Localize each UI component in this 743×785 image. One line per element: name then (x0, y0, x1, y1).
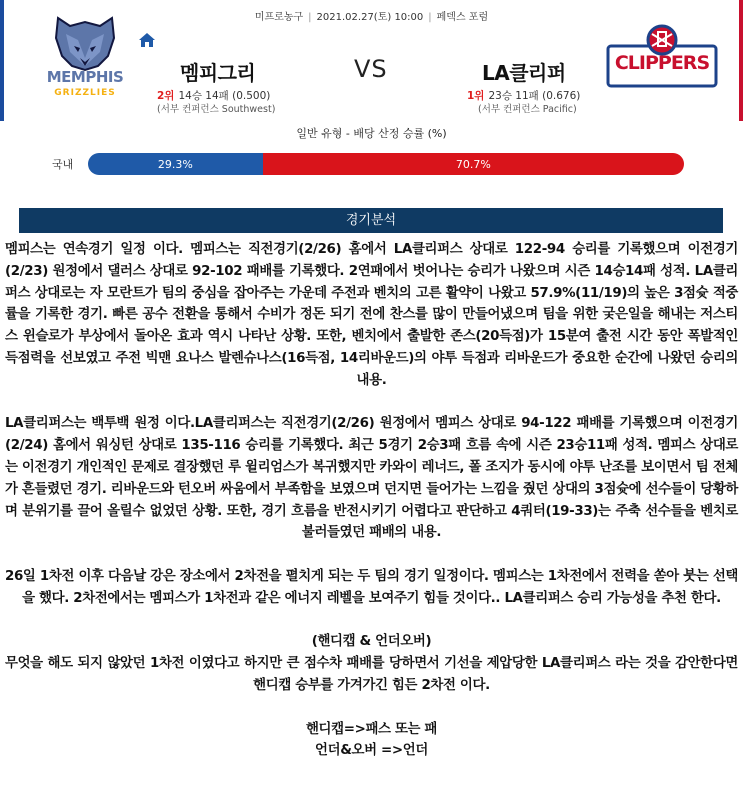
win-probability-bar (88, 153, 684, 175)
sport-label: 미프로농구 (254, 12, 304, 23)
away-probability-label: 70.7% (455, 157, 491, 171)
home-probability-segment (88, 153, 263, 175)
recommendation-paragraph: 26일 1차전 이후 다음날 강은 장소에서 2차전을 펼치게 되는 두 팀의 경기 일정이다. 멤피스는 1차전에서 전력을 쏟아 붓는 선택을 했다. 2차전에서는 멤피스가 1차전과 같은 에너지 레벨을 보여주기 힘들 것이다.. LA클리퍼스 승리 가능성을 추천 한다. (5, 568, 738, 606)
away-team-name: LA클리퍼 (482, 61, 566, 85)
memphis-grizzlies-logo (42, 12, 128, 108)
over-under-pick: 언더&오버 =>언더 (315, 743, 428, 759)
home-icon[interactable] (138, 32, 156, 48)
away-win-loss: 23승 11패 (0.676) (488, 90, 581, 102)
handicap-heading: (핸디캡 & 언더오버) (311, 634, 432, 650)
memphis-logo-subtext: GRIZZLIES (54, 88, 116, 98)
handicap-pick: 핸디캡=>패스 또는 패 (305, 721, 438, 737)
handicap-paragraph: 무엇을 해도 되지 않았던 1차전 이였다고 하지만 큰 점수차 패배를 당하면서 기선을 제압당한 LA클리퍼스 라는 것을 감안한다면 핸디캡 승부를 가겨가긴 힘든 2차전 이다. (5, 656, 738, 693)
home-team-name: 멤피그리 (180, 61, 256, 85)
away-analysis-paragraph: LA클리퍼스는 백투백 원정 이다.LA클리퍼스는 직전경기(2/26) 원정에서 멤피스 상대로 94-122 패배를 기록했으며 이전경기(2/24) 홈에서 워싱턴 상대로 135-116 승리를 기록했다. 최근 5경기 2승3패 흐름 속에 시즌 23승11패 성적. 멤피스 상대로는 이전경기 개인적인 문제로 결장했던 루 윌리엄스가 복귀했지만 카와이 레너드, 폴 조지가 동시에 야투 난조를 보이면서 팀 전체가 흔들렸던 경기. 리바운드와 턴오버 싸움에서 부족함을 보였으며 던지면 들어가는 느낌을 줬던 상대의 3점슛에 선수들이 당황하며 분위기를 끌어 올릴수 없었던 상황. 또한, 경기 흐름을 반전시키기 어렵다고 판단하고 4쿼터(19-33)는 주축 선수들을 벤치로 불러들였던 패배의 내용. (5, 416, 738, 541)
clippers-logo-wordmark: CLIPPERS (614, 52, 710, 74)
home-analysis-paragraph: 멤피스는 연속경기 일정 이다. 멤피스는 직전경기(2/26) 홈에서 LA클리퍼스 상대로 122-94 승리를 기록했으며 이전경기(2/23) 원정에서 댈러스 상대로 92-102 패배를 기록했다. 2연패에서 벗어나는 승리가 나왔으며 시즌 14승14패 성적. LA클리퍼스 상대로는 자 모란트가 팀의 중심을 잡아주는 가운데 주전과 벤치의 고른 활약이 나왔고 57.9%(11/19)의 높은 3점슛 적중률을 기록한 경기. 빠른 공수 전환을 통해서 수비가 정돈 되기 전에 찬스를 많이 만들어냈으며 팀을 위한 궂은일을 해내는 저스티스 윈슬로가 부상에서 돌아온 효과 역시 나타난 상황. 또한, 벤치에서 출발한 존스(20득점)가 15분여 출전 시간 동안 폭발적인 득점력을 선보였고 주전 빅맨 요나스 발렌슈나스(16득점, 14리바운드)의 야투 득점과 리바운드가 중요한 순간에 나왔던 승리의 내용. (5, 242, 738, 388)
la-clippers-logo (606, 22, 718, 98)
analysis-body (5, 239, 738, 762)
betting-odds-title: 일반 유형 - 배당 산정 승률 (%) (296, 127, 447, 140)
home-probability-label: 29.3% (157, 157, 193, 171)
home-rank: 2위 (157, 90, 175, 102)
away-conference: (서부 컨퍼런스 Pacific) (478, 104, 577, 115)
match-datetime: 2021.02.27(토) 10:00 (316, 12, 424, 23)
memphis-logo-wordmark: MEMPHIS (46, 68, 124, 86)
analysis-section-header: 경기분석 (19, 208, 723, 233)
match-meta: 미프로농구 | 2021.02.27(토) 10:00 | 페덱스 포럼 (254, 12, 489, 23)
domestic-row-label: 국내 (52, 158, 74, 171)
home-win-loss: 14승 14패 (0.500) (178, 90, 271, 102)
away-rank: 1위 (467, 90, 485, 102)
vs-label: VS (354, 55, 388, 83)
venue-label: 페덱스 포럼 (436, 12, 489, 23)
home-conference: (서부 컨퍼런스 Southwest) (157, 104, 276, 115)
away-probability-segment (263, 153, 684, 175)
